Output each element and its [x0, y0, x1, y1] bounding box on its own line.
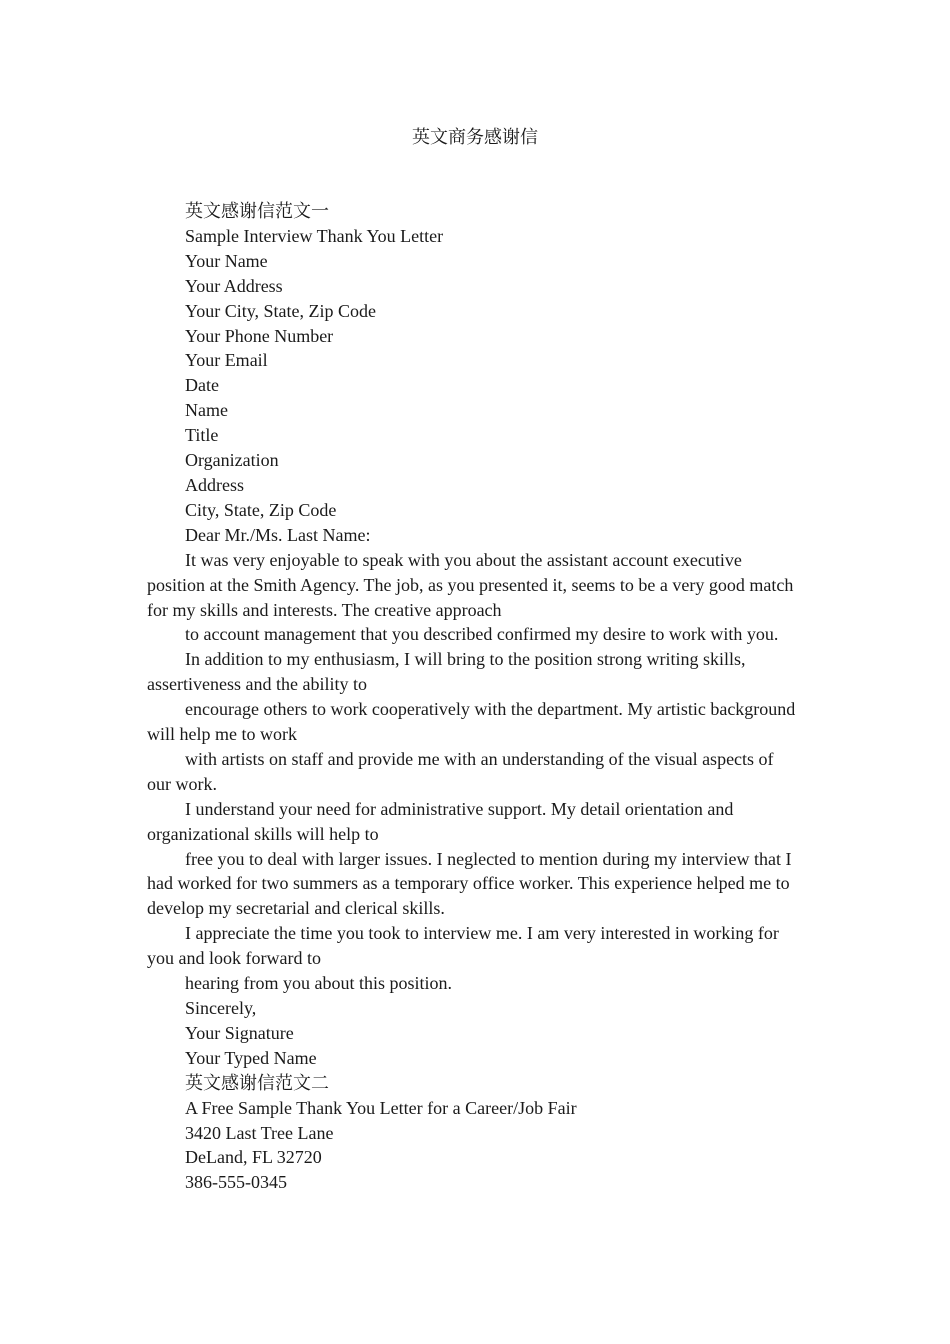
sender-address: Your Address: [185, 275, 283, 296]
recipient-name: Name: [185, 400, 228, 421]
body-paragraph: hearing from you about this position.: [185, 973, 452, 994]
recipient-organization: Organization: [185, 450, 279, 471]
body-paragraph: In addition to my enthusiasm, I will bring to the position strong writing skills, assertiveness and the ability to: [147, 649, 746, 695]
body-paragraph: to account management that you described confirmed my desire to work with you.: [185, 624, 779, 645]
document-body: [147, 199, 797, 1195]
sender-phone: Your Phone Number: [185, 325, 334, 346]
recipient-city-state-zip: City, State, Zip Code: [185, 499, 337, 520]
letter-heading: A Free Sample Thank You Letter for a Career/Job Fair: [185, 1097, 577, 1118]
body-paragraph: encourage others to work cooperatively with the department. My artistic background will help me to work: [147, 699, 796, 745]
salutation: Dear Mr./Ms. Last Name:: [185, 524, 371, 545]
sender-phone: 386-555-0345: [185, 1172, 287, 1193]
body-paragraph: free you to deal with larger issues. I neglected to mention during my interview that I had worked for two summers as a temporary office worker. This experience helped me to develop my secretarial and clerical skills.: [147, 848, 792, 919]
section-heading-sample-two: 英文感谢信范文二: [185, 1072, 329, 1093]
sender-email: Your Email: [185, 350, 268, 371]
section-heading-sample-one: 英文感谢信范文一: [185, 201, 329, 221]
recipient-address: Address: [185, 474, 244, 495]
sender-name: Your Name: [185, 250, 268, 271]
typed-name: Your Typed Name: [185, 1047, 317, 1068]
sender-city-state-zip: Your City, State, Zip Code: [185, 300, 377, 321]
body-paragraph: with artists on staff and provide me with an understanding of the visual aspects of our work.: [147, 748, 774, 794]
letter-heading: Sample Interview Thank You Letter: [185, 225, 444, 246]
body-paragraph: I appreciate the time you took to interview me. I am very interested in working for you and look forward to: [147, 923, 779, 969]
document-title: 英文商务感谢信: [412, 127, 538, 147]
recipient-title: Title: [185, 425, 219, 446]
body-paragraph: It was very enjoyable to speak with you about the assistant account executive position at the Smith Agency. The job, as you presented it, seems to be a very good match for my skills and interests. The creative approach: [147, 549, 794, 620]
sender-street-address: 3420 Last Tree Lane: [185, 1122, 334, 1143]
signature: Your Signature: [185, 1022, 294, 1043]
body-paragraph: I understand your need for administrative support. My detail orientation and organizational skills will help to: [147, 798, 734, 844]
sender-city-state-zip: DeLand, FL 32720: [185, 1147, 322, 1168]
letter-date: Date: [185, 375, 219, 396]
closing: Sincerely,: [185, 998, 257, 1018]
